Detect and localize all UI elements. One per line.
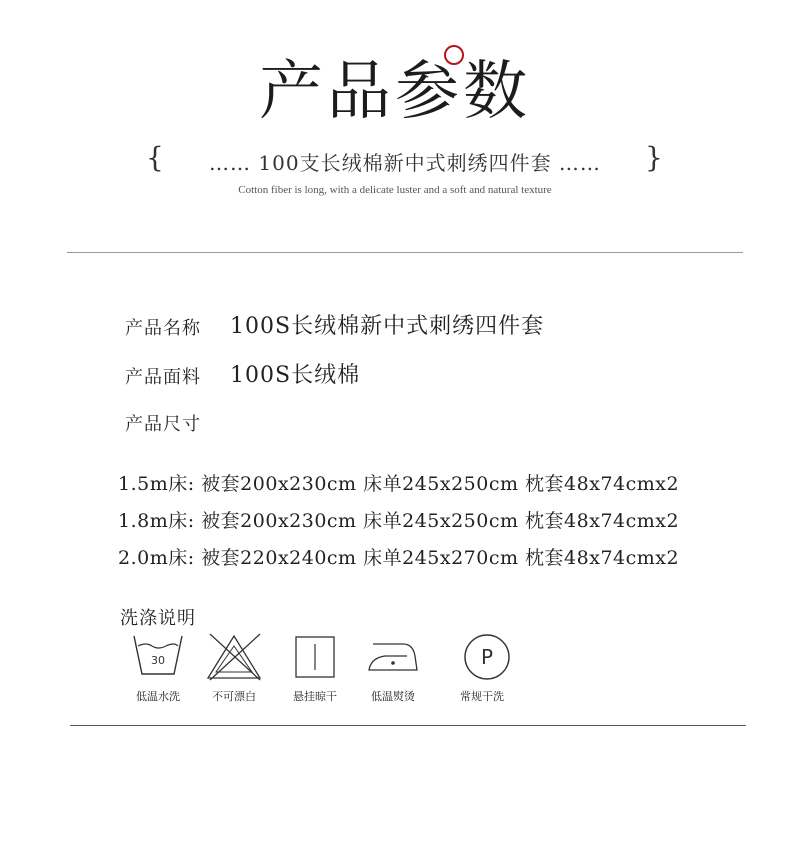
care-label-dry-clean: 常规干洗 (460, 690, 504, 703)
right-brace: } (645, 141, 663, 174)
product-fabric-value: 100S长绒棉 (230, 363, 361, 388)
care-item-hang-dry (280, 632, 350, 704)
care-label-wash: 低温水洗 (136, 690, 180, 703)
left-brace: { (146, 141, 164, 174)
product-subtitle: …… 100支长绒棉新中式刺绣四件套 …… (209, 151, 601, 175)
care-title: 洗涤说明 (120, 608, 196, 629)
product-fabric-label: 产品面料 (125, 367, 201, 388)
hang-dry-icon (285, 632, 345, 682)
care-label-no-bleach: 不可漂白 (212, 690, 256, 703)
size-line-1-8m: 1.8m床: 被套200x230cm 床单245x250cm 枕套48x74cmx2 (118, 510, 680, 532)
dry-clean-letter: P (480, 645, 494, 669)
bottom-divider (70, 725, 746, 726)
product-size-label: 产品尺寸 (125, 414, 201, 435)
dry-clean-p-icon (452, 632, 512, 682)
product-name-label: 产品名称 (125, 318, 201, 339)
care-label-hang-dry: 悬挂晾干 (293, 690, 337, 703)
decorative-red-circle-icon (444, 45, 464, 65)
wash-30-icon (128, 632, 188, 682)
no-bleach-icon (204, 632, 264, 682)
product-name-value: 100S长绒棉新中式刺绣四件套 (230, 314, 545, 339)
low-iron-icon (363, 632, 423, 682)
care-label-iron: 低温熨烫 (371, 690, 415, 703)
size-line-2-0m: 2.0m床: 被套220x240cm 床单245x270cm 枕套48x74cmx2 (118, 547, 680, 569)
top-divider (67, 252, 743, 253)
care-item-no-bleach (199, 632, 269, 704)
english-tagline: Cotton fiber is long, with a delicate luster and a soft and natural texture (238, 184, 552, 196)
care-item-iron (358, 632, 428, 704)
care-item-dry-clean (447, 632, 517, 704)
care-item-wash (123, 632, 193, 704)
size-line-1-5m: 1.5m床: 被套200x230cm 床单245x250cm 枕套48x74cmx2 (118, 473, 680, 495)
page-title: 产品参数 (259, 55, 531, 129)
wash-temp: 30 (151, 654, 165, 667)
